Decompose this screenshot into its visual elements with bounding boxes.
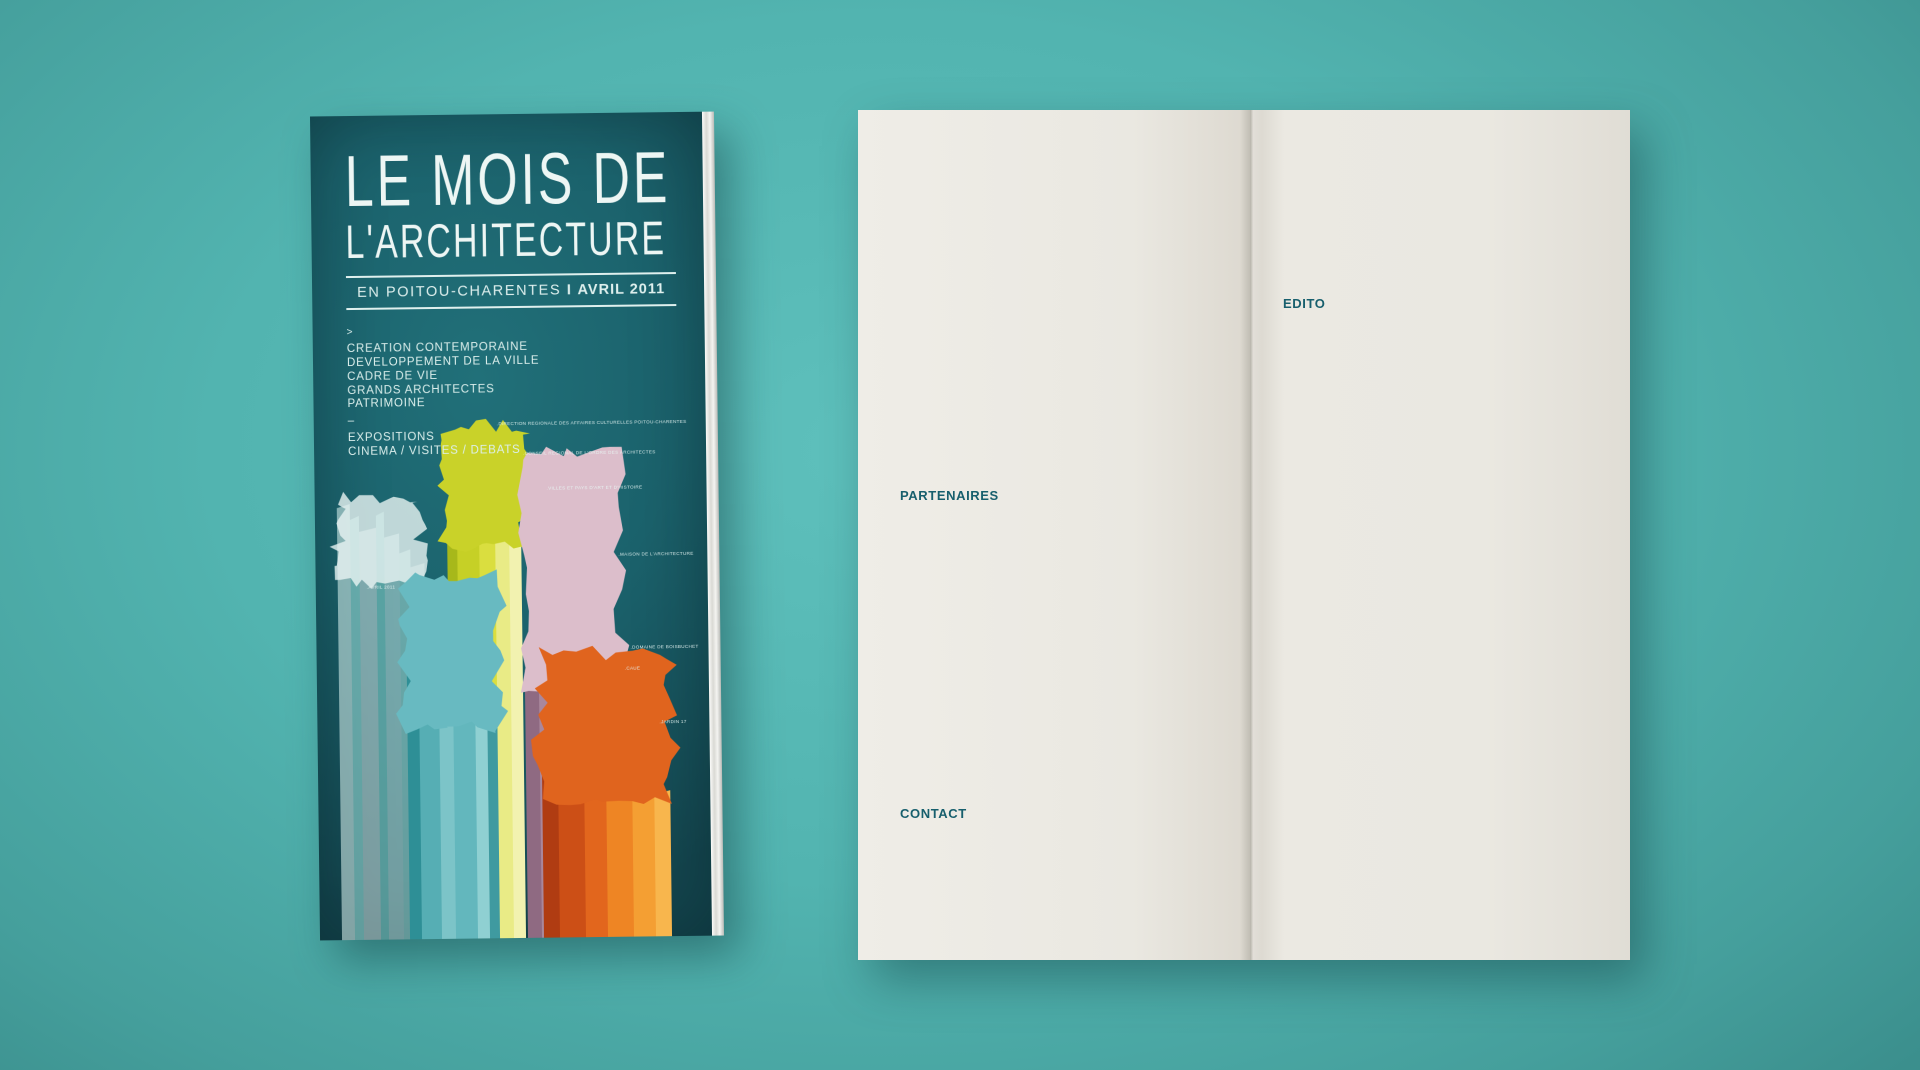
- brochure-cover: [310, 112, 724, 941]
- map-label: .DIRECTION REGIONALE DES AFFAIRES CULTURELLES POITOU-CHARENTES: [496, 418, 687, 427]
- map-label: .CAUE: [624, 665, 641, 671]
- cover-title-line2: L'ARCHITECTURE: [345, 211, 667, 269]
- cover-theme-list: [347, 322, 679, 459]
- subtitle-date: AVRIL 2011: [577, 281, 666, 299]
- cover-list-item: CINEMA / VISITES / DEBATS: [348, 443, 521, 458]
- map-label: .VILLES ET PAYS D'ART ET D'HISTOIRE: [546, 484, 643, 491]
- map-label: .MAISON DE L'ARCHITECTURE: [618, 550, 694, 557]
- partners-heading: PARTENAIRES: [900, 488, 999, 503]
- subtitle-separator: I: [566, 282, 572, 299]
- themes: [347, 339, 678, 412]
- inside-left-page: [858, 110, 1250, 960]
- map-label: .JARDIN 17: [659, 718, 687, 725]
- map-label: .CONSEIL REGIONAL DE L'ORDRE DES ARCHITECTES: [523, 449, 656, 456]
- edito-heading: EDITO: [1283, 296, 1326, 311]
- cover-list-item: PATRIMOINE: [347, 397, 426, 411]
- contact-heading: CONTACT: [900, 806, 967, 821]
- cover-text-block: [344, 138, 678, 460]
- inside-spread: [858, 110, 1630, 960]
- map-label: .AVRIL 2011: [366, 584, 396, 590]
- cover-list-item: CREATION CONTEMPORAINE: [346, 340, 528, 356]
- cover-front: [310, 112, 712, 941]
- inside-right-page: [1250, 110, 1630, 960]
- map-label: .DOMAINE DE BOISBUCHET: [630, 643, 699, 650]
- cover-list-item: CADRE DE VIE: [347, 369, 438, 383]
- cover-title-line1: LE MOIS DE: [344, 138, 671, 223]
- title-rule-top: [346, 272, 676, 278]
- subtitle-region: EN POITOU-CHARENTES: [356, 282, 562, 302]
- title-rule-bottom: [346, 304, 676, 310]
- cover-list-item: GRANDS ARCHITECTES: [347, 382, 495, 397]
- cover-subtitle: [346, 281, 676, 301]
- cover-list-item: EXPOSITIONS: [347, 430, 435, 444]
- list-marker: >: [346, 327, 354, 339]
- events: [348, 428, 678, 460]
- list-divider: –: [347, 415, 355, 428]
- cover-list-item: DEVELOPPEMENT DE LA VILLE: [346, 354, 540, 369]
